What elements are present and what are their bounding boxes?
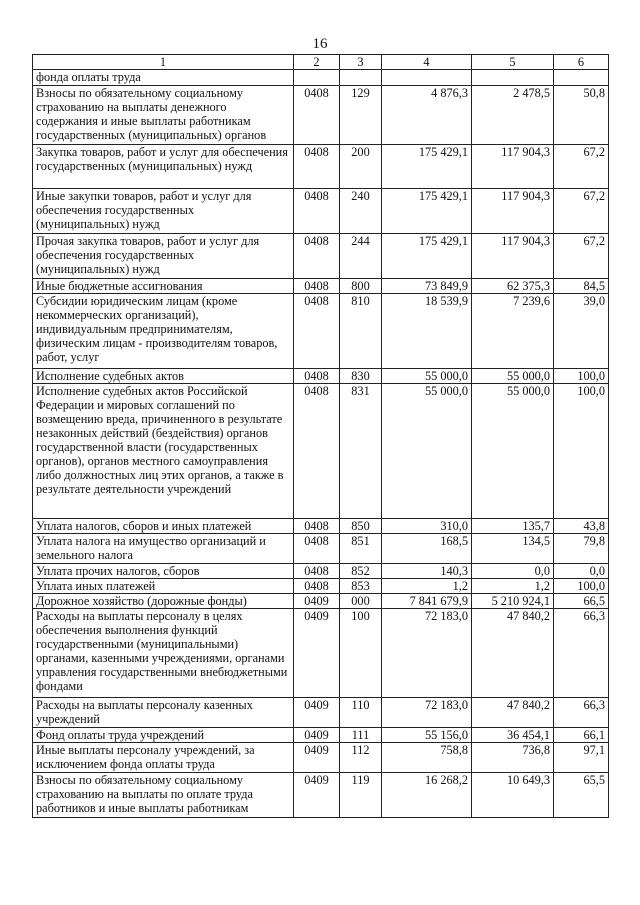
cell-actual: 0,0 [472, 564, 554, 579]
table-row [33, 519, 609, 534]
cell-percent: 100,0 [554, 384, 609, 519]
cell-plan: 140,3 [382, 564, 472, 579]
cell-percent: 66,5 [554, 594, 609, 609]
cell-code: 810 [340, 294, 382, 369]
cell-code: 244 [340, 234, 382, 279]
cell-actual: 10 649,3 [472, 773, 554, 818]
cell-actual: 117 904,3 [472, 234, 554, 279]
cell-name: Уплата прочих налогов, сборов [33, 564, 294, 579]
cell-code: 000 [340, 594, 382, 609]
cell-plan [382, 70, 472, 86]
cell-plan: 175 429,1 [382, 234, 472, 279]
table-row [33, 564, 609, 579]
table-row [33, 698, 609, 728]
cell-plan: 72 183,0 [382, 609, 472, 698]
cell-section: 0409 [294, 698, 340, 728]
table-row [33, 234, 609, 279]
cell-code: 240 [340, 189, 382, 234]
table-row [33, 294, 609, 369]
cell-name: Иные выплаты персоналу учреждений, за исключением фонда оплаты труда [33, 743, 294, 773]
cell-section: 0409 [294, 773, 340, 818]
cell-percent: 66,1 [554, 728, 609, 743]
cell-section: 0408 [294, 86, 340, 145]
cell-section: 0408 [294, 579, 340, 594]
cell-percent: 66,3 [554, 698, 609, 728]
cell-section: 0408 [294, 519, 340, 534]
cell-percent [554, 70, 609, 86]
cell-code: 830 [340, 369, 382, 384]
cell-code: 110 [340, 698, 382, 728]
cell-actual: 2 478,5 [472, 86, 554, 145]
table-body [33, 70, 609, 818]
table-row [33, 594, 609, 609]
cell-code: 850 [340, 519, 382, 534]
cell-actual: 117 904,3 [472, 189, 554, 234]
cell-code: 111 [340, 728, 382, 743]
cell-actual: 7 239,6 [472, 294, 554, 369]
cell-section: 0409 [294, 609, 340, 698]
cell-percent: 66,3 [554, 609, 609, 698]
cell-actual: 134,5 [472, 534, 554, 564]
cell-code [340, 70, 382, 86]
cell-actual: 135,7 [472, 519, 554, 534]
table-row [33, 145, 609, 189]
cell-section [294, 70, 340, 86]
column-header-3: 3 [340, 55, 382, 70]
cell-actual [472, 70, 554, 86]
cell-plan: 4 876,3 [382, 86, 472, 145]
cell-section: 0408 [294, 294, 340, 369]
cell-name: Иные закупки товаров, работ и услуг для обеспечения государственных (муниципальных) нужд [33, 189, 294, 234]
table-row [33, 743, 609, 773]
cell-plan: 758,8 [382, 743, 472, 773]
cell-actual: 736,8 [472, 743, 554, 773]
column-header-5: 5 [472, 55, 554, 70]
cell-code: 119 [340, 773, 382, 818]
budget-table [32, 54, 609, 818]
table-row [33, 279, 609, 294]
cell-actual: 62 375,3 [472, 279, 554, 294]
cell-plan: 16 268,2 [382, 773, 472, 818]
cell-name: Взносы по обязательному социальному страхованию на выплаты по оплате труда работников и иные выплаты работникам [33, 773, 294, 818]
cell-code: 129 [340, 86, 382, 145]
cell-plan: 1,2 [382, 579, 472, 594]
cell-code: 851 [340, 534, 382, 564]
cell-actual: 36 454,1 [472, 728, 554, 743]
cell-name: Взносы по обязательному социальному страхованию на выплаты денежного содержания и иные выплаты работникам государственных (муниципальных) органов [33, 86, 294, 145]
cell-code: 831 [340, 384, 382, 519]
cell-code: 852 [340, 564, 382, 579]
cell-actual: 55 000,0 [472, 369, 554, 384]
cell-percent: 97,1 [554, 743, 609, 773]
cell-name: Субсидии юридическим лицам (кроме некоммерческих организаций), индивидуальным предпринимателям, физическим лицам - производителям товаров, работ, услуг [33, 294, 294, 369]
table-row [33, 189, 609, 234]
cell-plan: 73 849,9 [382, 279, 472, 294]
cell-percent: 67,2 [554, 145, 609, 189]
cell-section: 0408 [294, 145, 340, 189]
cell-code: 853 [340, 579, 382, 594]
cell-percent: 0,0 [554, 564, 609, 579]
cell-name: Прочая закупка товаров, работ и услуг для обеспечения государственных (муниципальных) нужд [33, 234, 294, 279]
cell-section: 0408 [294, 384, 340, 519]
cell-actual: 1,2 [472, 579, 554, 594]
cell-plan: 72 183,0 [382, 698, 472, 728]
cell-name: Уплата налога на имущество организаций и земельного налога [33, 534, 294, 564]
cell-actual: 47 840,2 [472, 698, 554, 728]
table-row [33, 369, 609, 384]
cell-plan: 55 156,0 [382, 728, 472, 743]
cell-percent: 50,8 [554, 86, 609, 145]
cell-plan: 55 000,0 [382, 369, 472, 384]
cell-plan: 168,5 [382, 534, 472, 564]
column-header-4: 4 [382, 55, 472, 70]
cell-section: 0408 [294, 279, 340, 294]
cell-percent: 67,2 [554, 189, 609, 234]
cell-section: 0408 [294, 234, 340, 279]
cell-percent: 43,8 [554, 519, 609, 534]
column-number-row [33, 55, 609, 70]
cell-percent: 100,0 [554, 369, 609, 384]
table-row [33, 384, 609, 519]
table-row [33, 86, 609, 145]
cell-plan: 175 429,1 [382, 189, 472, 234]
column-header-6: 6 [554, 55, 609, 70]
cell-code: 112 [340, 743, 382, 773]
table-row [33, 579, 609, 594]
cell-code: 800 [340, 279, 382, 294]
cell-percent: 79,8 [554, 534, 609, 564]
cell-section: 0409 [294, 728, 340, 743]
column-header-2: 2 [294, 55, 340, 70]
cell-section: 0408 [294, 369, 340, 384]
table-row [33, 534, 609, 564]
cell-name: Дорожное хозяйство (дорожные фонды) [33, 594, 294, 609]
cell-name: Фонд оплаты труда учреждений [33, 728, 294, 743]
cell-section: 0408 [294, 189, 340, 234]
cell-code: 100 [340, 609, 382, 698]
cell-name: фонда оплаты труда [33, 70, 294, 86]
page-number: 16 [312, 36, 328, 52]
cell-actual: 55 000,0 [472, 384, 554, 519]
cell-section: 0408 [294, 564, 340, 579]
cell-plan: 55 000,0 [382, 384, 472, 519]
cell-actual: 47 840,2 [472, 609, 554, 698]
table-row [33, 773, 609, 818]
cell-plan: 175 429,1 [382, 145, 472, 189]
table-row [33, 70, 609, 86]
cell-name: Уплата налогов, сборов и иных платежей [33, 519, 294, 534]
cell-name: Исполнение судебных актов [33, 369, 294, 384]
cell-section: 0408 [294, 534, 340, 564]
cell-name: Расходы на выплаты персоналу казенных учреждений [33, 698, 294, 728]
cell-name: Расходы на выплаты персоналу в целях обеспечения выполнения функций государственными (муниципальными) органами, казенными учреждениями, органами управления государственными внебюджетными фондами [33, 609, 294, 698]
cell-percent: 100,0 [554, 579, 609, 594]
cell-section: 0409 [294, 594, 340, 609]
cell-code: 200 [340, 145, 382, 189]
cell-plan: 18 539,9 [382, 294, 472, 369]
table-row [33, 728, 609, 743]
cell-actual: 117 904,3 [472, 145, 554, 189]
cell-actual: 5 210 924,1 [472, 594, 554, 609]
cell-name: Уплата иных платежей [33, 579, 294, 594]
table-row [33, 609, 609, 698]
cell-plan: 7 841 679,9 [382, 594, 472, 609]
cell-plan: 310,0 [382, 519, 472, 534]
cell-name: Иные бюджетные ассигнования [33, 279, 294, 294]
cell-percent: 84,5 [554, 279, 609, 294]
cell-percent: 67,2 [554, 234, 609, 279]
cell-section: 0409 [294, 743, 340, 773]
column-header-1: 1 [33, 55, 294, 70]
cell-name: Закупка товаров, работ и услуг для обеспечения государственных (муниципальных) нужд [33, 145, 294, 189]
cell-percent: 39,0 [554, 294, 609, 369]
cell-name: Исполнение судебных актов Российской Федерации и мировых соглашений по возмещению вреда, причиненного в результате незаконных действий (бездействия) органов государственной власти (государственных органов), органов местного самоуправления либо должностных лиц этих органов, а также в результате деятельности учреждений [33, 384, 294, 519]
cell-percent: 65,5 [554, 773, 609, 818]
